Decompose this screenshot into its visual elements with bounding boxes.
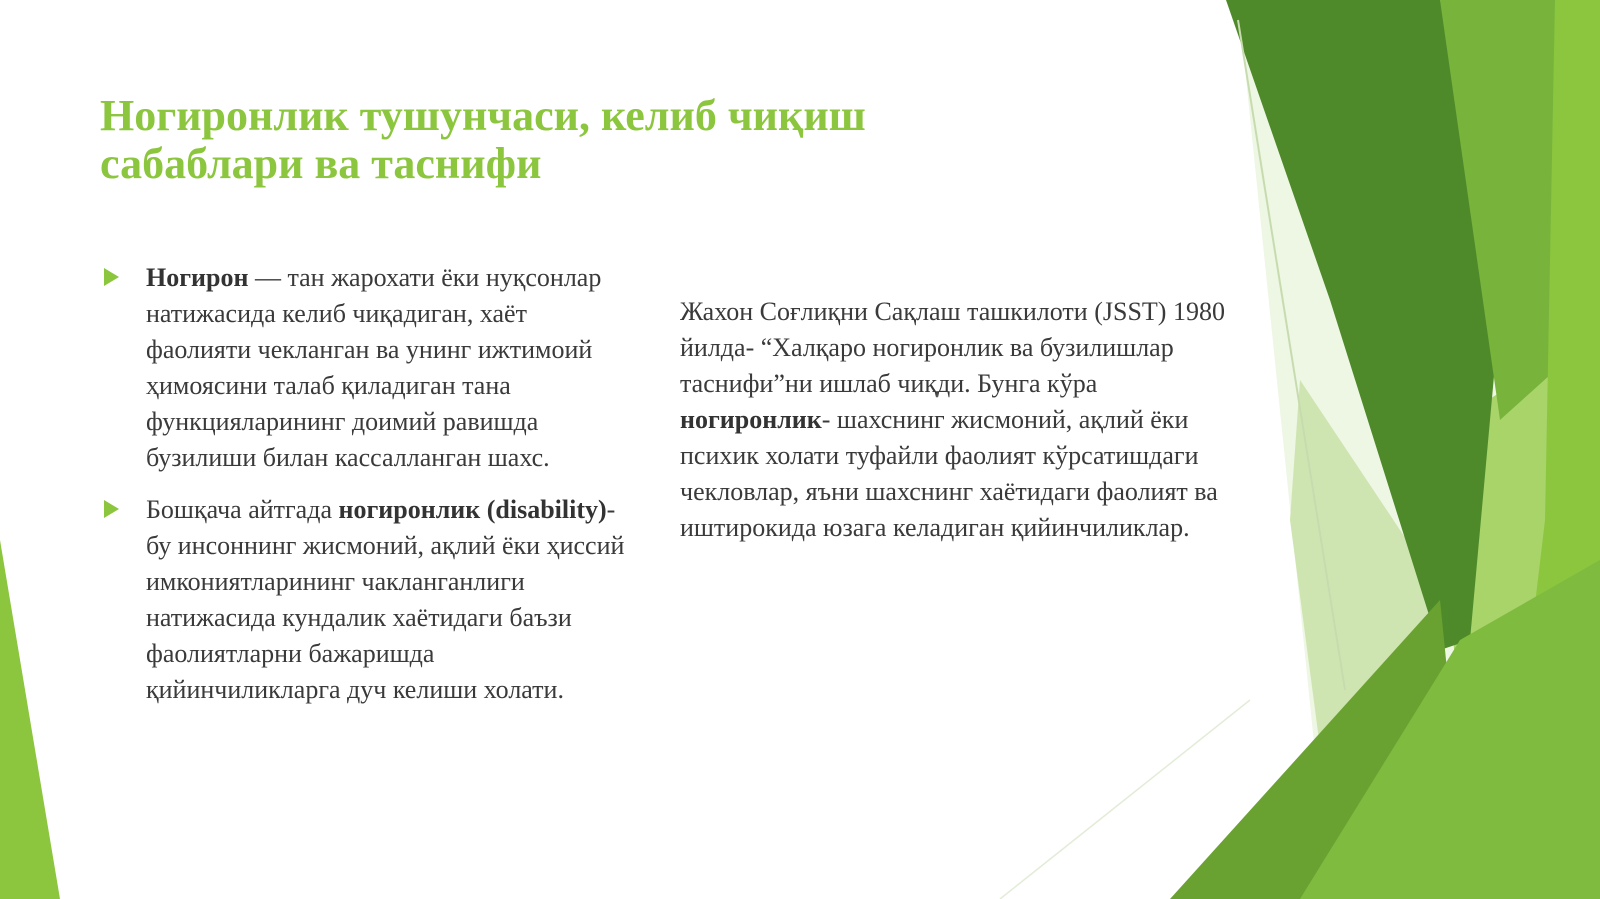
bullet-1-text: — тан жарохати ёки нуқсонлар натижасида келиб чиқадиган, хаёт фаолияти чекланган ва унинг ижтимоий ҳимоясини талаб қиладиган тана функцияларининг доимий равишда бузилиши билан кассалланган шахс. xyxy=(146,263,602,472)
right-column-paragraph xyxy=(680,294,1240,546)
slide-title xyxy=(100,92,1100,188)
right-paragraph-term: ногиронлик xyxy=(680,405,822,434)
deco-left-facet xyxy=(0,540,60,899)
bullet-2-prefix: Бошқача айтгада xyxy=(146,495,339,524)
title-line-2: сабаблари ва таснифи xyxy=(100,139,542,188)
bullet-2-term: ногиронлик (disability) xyxy=(338,495,607,524)
title-line-1: Ногиронлик тушунчаси, келиб чиқиш xyxy=(100,91,866,140)
bullet-1-term: Ногирон xyxy=(146,263,249,292)
bullet-2-text: - бу инсоннинг жисмоний, ақлий ёки ҳиссий имкониятларининг чакланганлиги натижасида кундалик хаётидаги баъзи фаолиятларни бажаришда қийинчиликларга дуч келиши холати. xyxy=(146,495,625,704)
bullet-arrow-icon xyxy=(104,268,119,286)
right-paragraph-text: - шахснинг жисмоний, ақлий ёки психик холати туфайли фаолият кўрсатишдаги чекловлар, яъни шахснинг хаётидаги фаолият ва иштирокида юзага келадиган қийинчиликлар. xyxy=(680,405,1218,542)
right-paragraph-prefix: Жахон Соғлиқни Сақлаш ташкилоти (JSST) 1980 йилда- “Халқаро ногиронлик ва бузилишлар таснифи”ни ишлаб чиқди. Бунга кўра xyxy=(680,297,1225,398)
bullet-item-2 xyxy=(100,492,630,708)
bullet-arrow-icon xyxy=(104,500,119,518)
left-column xyxy=(100,260,630,724)
bullet-item-1 xyxy=(100,260,630,476)
